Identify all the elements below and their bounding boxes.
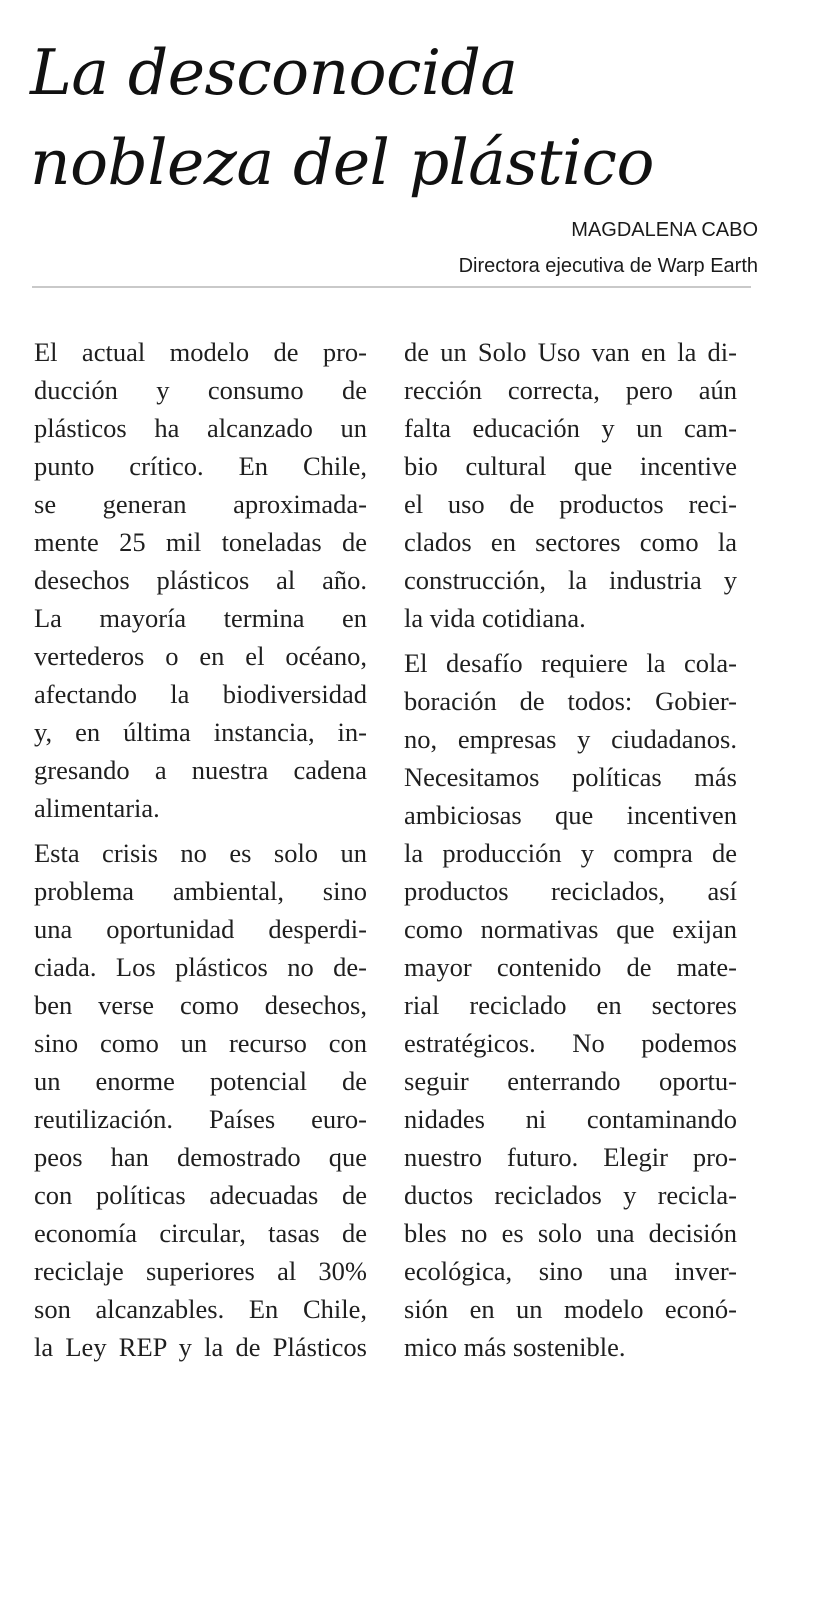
text-line: nuestro futuro. Elegir pro- (404, 1142, 737, 1172)
text-line: sión en un modelo econó- (404, 1294, 737, 1324)
text-line: La mayoría termina en (34, 603, 367, 633)
text-line: productos reciclados, así (404, 876, 737, 906)
text-line: bio cultural que incentive (404, 451, 737, 481)
text-line: vertederos o en el océano, (34, 641, 367, 671)
text-line: ducción y consumo de (34, 375, 367, 405)
text-line: ben verse como desechos, (34, 990, 367, 1020)
text-line: Necesitamos políticas más (404, 762, 737, 792)
text-line: no, empresas y ciudadanos. (404, 724, 737, 754)
text-line: reciclaje superiores al 30% (34, 1256, 367, 1286)
text-line: peos han demostrado que (34, 1142, 367, 1172)
text-line: Esta crisis no es solo un (34, 838, 367, 868)
text-line: ductos reciclados y recicla- (404, 1180, 737, 1210)
text-line: seguir enterrando oportu- (404, 1066, 737, 1096)
text-line: El actual modelo de pro- (34, 337, 367, 367)
text-line: plásticos ha alcanzado un (34, 413, 367, 443)
text-line: El desafío requiere la cola- (404, 648, 737, 678)
paragraph-gap (34, 827, 367, 834)
text-line: bles no es solo una decisión (404, 1218, 737, 1248)
article-title-line: La desconocida (30, 36, 518, 109)
text-line: rección correcta, pero aún (404, 375, 737, 405)
text-line: la producción y compra de (404, 838, 737, 868)
text-line: la Ley REP y la de Plásticos (34, 1332, 367, 1362)
text-line: alimentaria. (34, 793, 160, 823)
text-line: se generan aproximada- (34, 489, 367, 519)
article-title-line: nobleza del plástico (30, 126, 654, 199)
paragraph-gap (404, 637, 737, 644)
text-line: economía circular, tasas de (34, 1218, 367, 1248)
text-line: estratégicos. No podemos (404, 1028, 737, 1058)
text-line: falta educación y un cam- (404, 413, 737, 443)
text-line: nidades ni contaminando (404, 1104, 737, 1134)
text-line: el uso de productos reci- (404, 489, 737, 519)
text-line: rial reciclado en sectores (404, 990, 737, 1020)
text-line: como normativas que exijan (404, 914, 737, 944)
right-column (404, 333, 737, 1366)
text-line: afectando la biodiversidad (34, 679, 367, 709)
left-column (34, 333, 367, 1366)
text-line: mico más sostenible. (404, 1332, 626, 1362)
header-divider (32, 286, 751, 288)
text-line: gresando a nuestra cadena (34, 755, 367, 785)
text-line: son alcanzables. En Chile, (34, 1294, 367, 1324)
text-line: y, en última instancia, in- (34, 717, 367, 747)
text-line: boración de todos: Gobier- (404, 686, 737, 716)
article-title (30, 28, 790, 208)
text-line: desechos plásticos al año. (34, 565, 367, 595)
text-line: con políticas adecuadas de (34, 1180, 367, 1210)
author-role: Directora ejecutiva de Warp Earth (458, 255, 758, 277)
text-line: mayor contenido de mate- (404, 952, 737, 982)
text-line: de un Solo Uso van en la di- (404, 337, 737, 367)
text-line: punto crítico. En Chile, (34, 451, 367, 481)
text-line: mente 25 mil toneladas de (34, 527, 367, 557)
text-line: reutilización. Países euro- (34, 1104, 367, 1134)
text-line: la vida cotidiana. (404, 603, 586, 633)
text-line: ciada. Los plásticos no de- (34, 952, 367, 982)
text-line: ambiciosas que incentiven (404, 800, 737, 830)
text-line: clados en sectores como la (404, 527, 737, 557)
text-line: un enorme potencial de (34, 1066, 367, 1096)
text-line: sino como un recurso con (34, 1028, 367, 1058)
author-name: MAGDALENA CABO (571, 219, 758, 241)
text-line: ecológica, sino una inver- (404, 1256, 737, 1286)
byline (459, 212, 758, 284)
text-line: una oportunidad desperdi- (34, 914, 367, 944)
text-line: construcción, la industria y (404, 565, 737, 595)
text-line: problema ambiental, sino (34, 876, 367, 906)
